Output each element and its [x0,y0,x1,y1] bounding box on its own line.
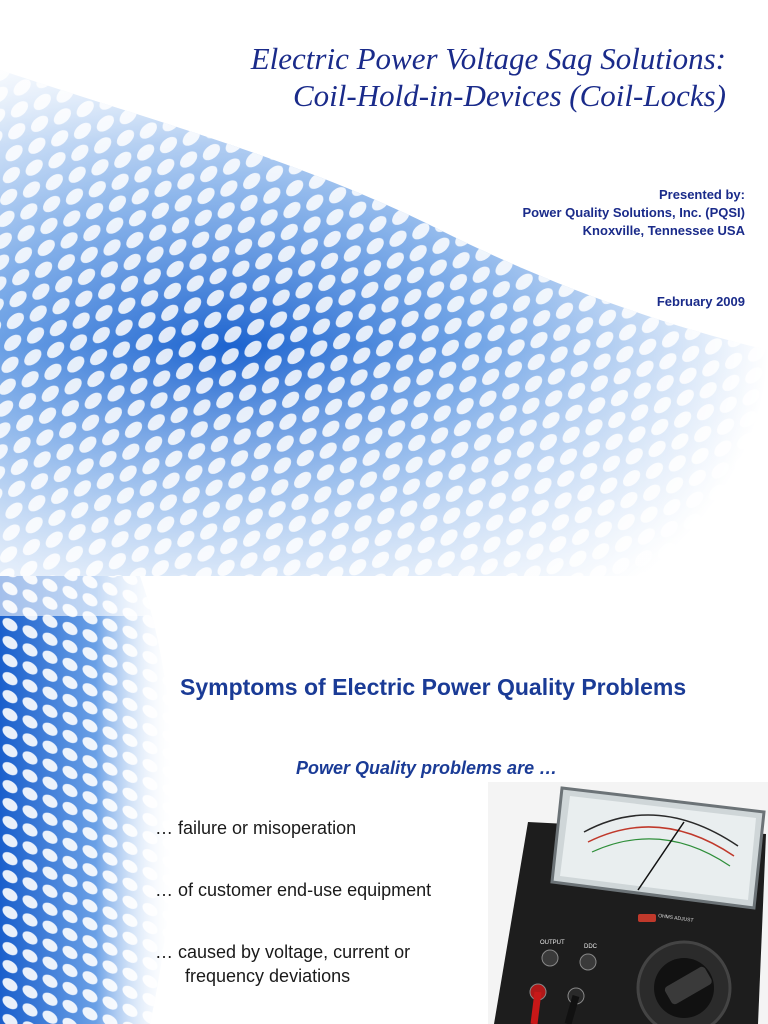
title-line-2: Coil-Hold-in-Devices (Coil-Locks) [292,78,726,113]
symptoms-slide [0,576,768,1024]
multimeter-photo [488,782,768,1024]
bullet-item [155,940,410,988]
title-line-1: Electric Power Voltage Sag Solutions: [250,41,726,76]
ohms-adjust-label: OHMS ADJUST [657,913,694,924]
slide-title [86,40,726,114]
presenter-block [325,186,745,240]
company-name: Power Quality Solutions, Inc. (PQSI) [522,205,745,220]
bullet-text: … of customer end-use equipment [155,880,432,900]
bullet-text-continued: frequency deviations [185,966,351,986]
presentation-date: February 2009 [656,294,745,309]
company-location: Knoxville, Tennessee USA [582,223,745,238]
slide-subheading: Power Quality problems are … [296,758,558,778]
ddc-label: DDC [584,944,597,950]
bullet-item [155,878,431,902]
bullet-text: … caused by voltage, current or [155,942,411,962]
output-label: OUTPUT [540,940,565,946]
bullet-item [155,816,356,840]
bullet-text: … failure or misoperation [155,818,357,838]
presented-by-label: Presented by: [659,187,745,202]
slide-heading: Symptoms of Electric Power Quality Problems [180,674,687,700]
